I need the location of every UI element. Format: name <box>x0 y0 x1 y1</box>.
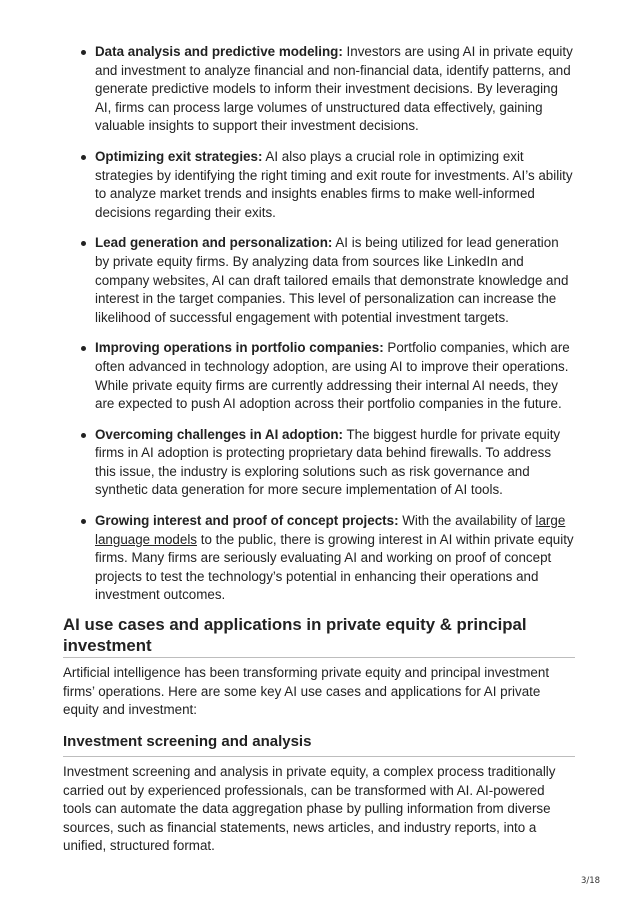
page-number: 3/18 <box>581 876 601 886</box>
list-item-text: Investors are using AI in private equity and investment to analyze financial and non-financial data, identify patterns, and generate predictive models to inform their investment decisions. By leveraging AI, firms can process large volumes of unstructured data effectively, gaining valuable insights to support their investment decisions. <box>95 44 573 134</box>
list-item-text: to the public, there is growing interest in AI within private equity firms. Many firms are seriously evaluating AI and working on proof of concept projects to test the technology’s potential in enhancing their operations and investment outcomes. <box>95 531 574 603</box>
subheading-divider <box>63 756 575 757</box>
bullet-list <box>0 43 638 617</box>
section-heading: AI use cases and applications in private equity & principal investment <box>63 615 527 655</box>
list-item-text: The biggest hurdle for private equity firms in AI adoption is protecting proprietary data behind firewalls. To address this issue, the industry is exploring solutions such as risk governance and synthetic data generation for more secure implementation of AI tools. <box>95 426 561 498</box>
list-item-text: Portfolio companies, which are often advanced in technology adoption, are using AI to improve their operations. While private equity firms are currently addressing their internal AI needs, they are expected to push AI adoption across their portfolio companies in the future. <box>95 340 570 412</box>
subheading: Investment screening and analysis <box>63 733 312 750</box>
large-language-models-link[interactable]: large language models <box>95 513 566 547</box>
list-item-title: Overcoming challenges in AI adoption: <box>95 426 344 442</box>
list-item <box>0 426 575 500</box>
heading-divider <box>63 657 575 658</box>
list-item-title: Data analysis and predictive modeling: <box>95 44 343 59</box>
bullet-dot-icon <box>81 519 86 524</box>
list-item <box>0 148 575 222</box>
bullet-dot-icon <box>81 241 86 246</box>
list-item-text: AI is being utilized for lead generation by private equity firms. By analyzing data from sources like LinkedIn and company websites, AI can draft tailored emails that demonstrate knowledge and interest in the target companies. This level of personalization can increase the likelihood of successful engagement with potential investment targets. <box>95 235 569 325</box>
bullet-dot-icon <box>81 155 86 160</box>
section-intro: Artificial intelligence has been transforming private equity and principal investment firms’ operations. Here are some key AI use cases and applications for AI private equity and investment: <box>63 665 550 718</box>
list-item-title: Improving operations in portfolio companies: <box>95 340 384 356</box>
list-item <box>0 339 575 413</box>
list-item-text: AI also plays a crucial role in optimizing exit strategies by identifying the right timing and exit route for investments. AI’s ability to analyze market trends and insights enables firms to make well-informed decisions regarding their exits. <box>95 148 573 220</box>
list-item-title: Lead generation and personalization: <box>95 235 333 251</box>
bullet-dot-icon <box>81 50 86 55</box>
bullet-dot-icon <box>81 433 86 438</box>
subsection-text: Investment screening and analysis in private equity, a complex process traditionally carried out by experienced professionals, can be transformed with AI. AI-powered tools can automate the data aggregation phase by pulling information from diverse sources, such as financial statements, news articles, and industry reports, into a unified, structured format. <box>63 764 556 854</box>
list-item-text: With the availability of <box>398 513 536 529</box>
list-item-title: Optimizing exit strategies: <box>95 148 263 164</box>
list-item <box>0 234 575 327</box>
bullet-dot-icon <box>81 346 86 351</box>
list-item <box>0 512 575 605</box>
list-item <box>0 43 575 136</box>
list-item-title: Growing interest and proof of concept projects: <box>95 513 399 529</box>
